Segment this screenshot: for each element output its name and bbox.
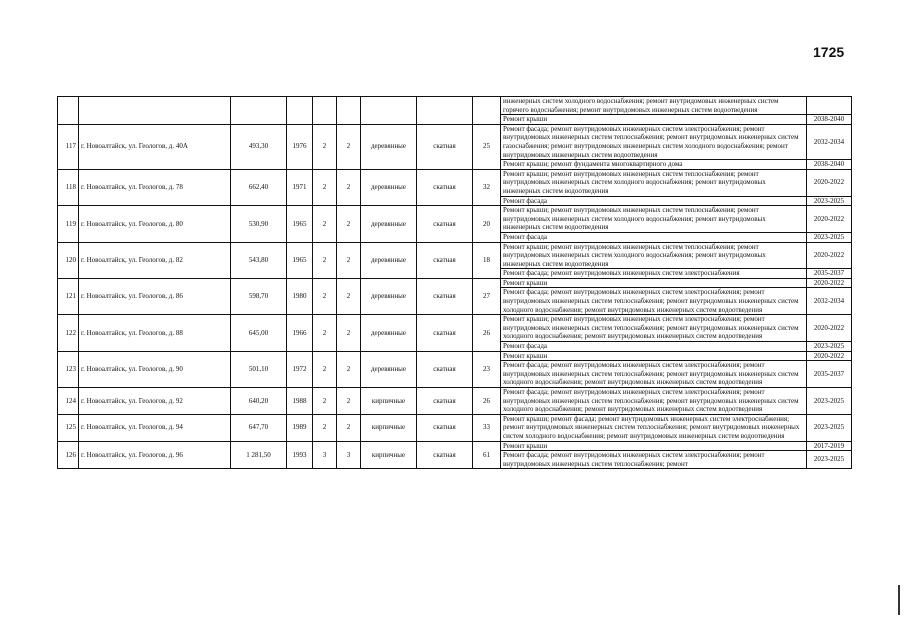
apartments-cell: 61 — [473, 441, 501, 469]
repair-works-cell: инженерных систем холодного водоснабжения; ремонт внутридомовых инженерных систем горячего водоснабжения; ремонт внутридомовых инженерных систем водоотведения — [501, 97, 807, 115]
address-cell: г. Новоалтайск, ул. Геологов, д. 94 — [79, 414, 231, 441]
apartments-cell: 32 — [473, 169, 501, 205]
roof-type-cell: скатная — [417, 278, 473, 314]
repair-works-cell: Ремонт фасада — [501, 196, 807, 206]
row-number-cell: 118 — [58, 169, 79, 205]
floors-cell: 2 — [313, 414, 337, 441]
repair-works-cell: Ремонт крыши; ремонт внутридомовых инженерных систем электроснабжения; ремонт внутридомовых инженерных систем теплоснабжения; ремонт внутридомовых инженерных систем холодного водоснабжения; ремонт внутридомовых инженерных систем водоотведения — [501, 315, 807, 342]
continuation-empty-cell — [79, 97, 231, 125]
row-number-cell: 121 — [58, 278, 79, 314]
floors-cell: 2 — [313, 206, 337, 242]
entrances-cell: 2 — [337, 124, 361, 169]
address-cell: г. Новоалтайск, ул. Геологов, д. 40А — [79, 124, 231, 169]
continuation-empty-cell — [313, 97, 337, 125]
build-year-cell: 1965 — [287, 206, 313, 242]
wall-material-cell: деревянные — [361, 206, 417, 242]
repair-period-cell — [807, 97, 852, 115]
row-number-cell: 123 — [58, 351, 79, 387]
row-number-cell: 125 — [58, 414, 79, 441]
entrances-cell: 2 — [337, 388, 361, 415]
repair-works-cell: Ремонт фасада — [501, 342, 807, 352]
table-row — [58, 124, 852, 159]
roof-type-cell: скатная — [417, 206, 473, 242]
table-row — [58, 388, 852, 415]
address-cell: г. Новоалтайск, ул. Геологов, д. 80 — [79, 206, 231, 242]
repair-works-cell: Ремонт крыши — [501, 351, 807, 361]
repair-period-cell: 2023-2025 — [807, 342, 852, 352]
floors-cell: 2 — [313, 315, 337, 351]
repair-works-cell: Ремонт фасада; ремонт внутридомовых инженерных систем электроснабжения; ремонт внутридомовых инженерных систем теплоснабжения; ремонт внутридомовых инженерных систем холодного водоснабжения; ремонт внутридомовых инженерных систем водоотведения — [501, 388, 807, 415]
table-row — [58, 206, 852, 233]
entrances-cell: 2 — [337, 169, 361, 205]
continuation-empty-cell — [473, 97, 501, 125]
floors-cell: 2 — [313, 169, 337, 205]
apartments-cell: 23 — [473, 351, 501, 387]
table-row — [58, 351, 852, 361]
build-year-cell: 1972 — [287, 351, 313, 387]
build-year-cell: 1971 — [287, 169, 313, 205]
repair-period-cell: 2023-2025 — [807, 196, 852, 206]
wall-material-cell: деревянные — [361, 278, 417, 314]
total-area-cell: 501,10 — [231, 351, 287, 387]
scan-margin-mark — [898, 585, 900, 615]
roof-type-cell: скатная — [417, 315, 473, 351]
repair-works-cell: Ремонт фасада; ремонт внутридомовых инженерных систем электроснабжения; ремонт внутридомовых инженерных систем теплоснабжения; ремонт внутридомовых инженерных систем холодного водоснабжения; ремонт внутридомовых инженерных систем водоотведения — [501, 288, 807, 315]
repair-works-cell: Ремонт фасада — [501, 232, 807, 242]
row-number-cell: 126 — [58, 441, 79, 469]
total-area-cell: 1 281,50 — [231, 441, 287, 469]
build-year-cell: 1988 — [287, 388, 313, 415]
wall-material-cell: деревянные — [361, 169, 417, 205]
housing-register-table — [57, 96, 852, 469]
entrances-cell: 2 — [337, 351, 361, 387]
repair-period-cell: 2023-2025 — [807, 388, 852, 415]
roof-type-cell: скатная — [417, 124, 473, 169]
continuation-empty-cell — [337, 97, 361, 125]
repair-period-cell: 2038-2040 — [807, 115, 852, 125]
floors-cell: 2 — [313, 242, 337, 278]
address-cell: г. Новоалтайск, ул. Геологов, д. 90 — [79, 351, 231, 387]
repair-works-cell: Ремонт крыши; ремонт внутридомовых инженерных систем теплоснабжения; ремонт внутридомовых инженерных систем холодного водоснабжения; ремонт внутридомовых инженерных систем водоотведения — [501, 169, 807, 196]
repair-period-cell: 2023-2025 — [807, 451, 852, 469]
roof-type-cell: скатная — [417, 441, 473, 469]
roof-type-cell: скатная — [417, 351, 473, 387]
repair-period-cell: 2020-2022 — [807, 351, 852, 361]
repair-period-cell: 2020-2022 — [807, 278, 852, 288]
repair-period-cell: 2023-2025 — [807, 232, 852, 242]
address-cell: г. Новоалтайск, ул. Геологов, д. 88 — [79, 315, 231, 351]
build-year-cell: 1966 — [287, 315, 313, 351]
continuation-empty-cell — [287, 97, 313, 125]
repair-period-cell: 2032-2034 — [807, 124, 852, 159]
roof-type-cell: скатная — [417, 414, 473, 441]
table-row — [58, 414, 852, 441]
floors-cell: 2 — [313, 388, 337, 415]
floors-cell: 2 — [313, 351, 337, 387]
row-number-cell: 120 — [58, 242, 79, 278]
continuation-row — [58, 97, 852, 115]
repair-works-cell: Ремонт крыши; ремонт внутридомовых инженерных систем теплоснабжения; ремонт внутридомовых инженерных систем холодного водоснабжения; ремонт внутридомовых инженерных систем водоотведения — [501, 242, 807, 269]
roof-type-cell: скатная — [417, 169, 473, 205]
entrances-cell: 3 — [337, 441, 361, 469]
apartments-cell: 26 — [473, 388, 501, 415]
wall-material-cell: деревянные — [361, 124, 417, 169]
repair-works-cell: Ремонт крыши; ремонт фасада; ремонт внутридомовых инженерных систем электроснабжения; ремонт внутридомовых инженерных систем теплоснабжения; ремонт внутридомовых инженерных систем холодного водоснабжения; ремонт внутридомовых инженерных систем водоотведения — [501, 414, 807, 441]
table-row — [58, 278, 852, 288]
repair-works-cell: Ремонт крыши; ремонт внутридомовых инженерных систем теплоснабжения; ремонт внутридомовых инженерных систем холодного водоснабжения; ремонт внутридомовых инженерных систем водоотведения — [501, 206, 807, 233]
apartments-cell: 27 — [473, 278, 501, 314]
apartments-cell: 33 — [473, 414, 501, 441]
entrances-cell: 2 — [337, 278, 361, 314]
address-cell: г. Новоалтайск, ул. Геологов, д. 78 — [79, 169, 231, 205]
wall-material-cell: деревянные — [361, 315, 417, 351]
total-area-cell: 530,90 — [231, 206, 287, 242]
row-number-cell: 122 — [58, 315, 79, 351]
total-area-cell: 640,20 — [231, 388, 287, 415]
repair-works-cell: Ремонт фасада; ремонт внутридомовых инженерных систем электроснабжения; ремонт внутридомовых инженерных систем теплоснабжения; ремонт внутридомовых инженерных систем холодного водоснабжения; ремонт внутридомовых инженерных систем водоотведения — [501, 361, 807, 388]
apartments-cell: 18 — [473, 242, 501, 278]
repair-works-cell: Ремонт крыши; ремонт фундамента многоквартирного дома — [501, 160, 807, 170]
entrances-cell: 2 — [337, 242, 361, 278]
apartments-cell: 20 — [473, 206, 501, 242]
repair-period-cell: 2038-2040 — [807, 160, 852, 170]
total-area-cell: 645,00 — [231, 315, 287, 351]
repair-period-cell: 2023-2025 — [807, 414, 852, 441]
total-area-cell: 598,70 — [231, 278, 287, 314]
apartments-cell: 25 — [473, 124, 501, 169]
repair-period-cell: 2035-2037 — [807, 269, 852, 279]
repair-works-cell: Ремонт крыши — [501, 115, 807, 125]
repair-works-cell: Ремонт фасада; ремонт внутридомовых инженерных систем электроснабжения — [501, 269, 807, 279]
continuation-empty-cell — [231, 97, 287, 125]
table-body — [58, 97, 852, 469]
address-cell: г. Новоалтайск, ул. Геологов, д. 82 — [79, 242, 231, 278]
continuation-empty-cell — [58, 97, 79, 125]
address-cell: г. Новоалтайск, ул. Геологов, д. 92 — [79, 388, 231, 415]
total-area-cell: 647,70 — [231, 414, 287, 441]
wall-material-cell: кирпичные — [361, 441, 417, 469]
floors-cell: 2 — [313, 278, 337, 314]
repair-period-cell: 2032-2034 — [807, 288, 852, 315]
entrances-cell: 2 — [337, 315, 361, 351]
wall-material-cell: кирпичные — [361, 414, 417, 441]
page-number: 1725 — [813, 44, 845, 60]
build-year-cell: 1976 — [287, 124, 313, 169]
apartments-cell: 26 — [473, 315, 501, 351]
continuation-empty-cell — [361, 97, 417, 125]
continuation-empty-cell — [417, 97, 473, 125]
row-number-cell: 124 — [58, 388, 79, 415]
repair-period-cell: 2035-2037 — [807, 361, 852, 388]
roof-type-cell: скатная — [417, 388, 473, 415]
build-year-cell: 1980 — [287, 278, 313, 314]
table-row — [58, 441, 852, 451]
repair-works-cell: Ремонт фасада; ремонт внутридомовых инженерных систем электроснабжения; ремонт внутридомовых инженерных систем теплоснабжения; ремонт внутридомовых инженерных систем газоснабжения; ремонт внутридомовых инженерных систем холодного водоснабжения; ремонт внутридомовых инженерных систем водоотведения — [501, 124, 807, 159]
table-row — [58, 242, 852, 269]
table-row — [58, 169, 852, 196]
total-area-cell: 543,80 — [231, 242, 287, 278]
wall-material-cell: деревянные — [361, 351, 417, 387]
table-row — [58, 315, 852, 342]
address-cell: г. Новоалтайск, ул. Геологов, д. 86 — [79, 278, 231, 314]
row-number-cell: 117 — [58, 124, 79, 169]
repair-works-cell: Ремонт фасада; ремонт внутридомовых инженерных систем электроснабжения; ремонт внутридомовых инженерных систем теплоснабжения; ремонт — [501, 451, 807, 469]
row-number-cell: 119 — [58, 206, 79, 242]
total-area-cell: 493,30 — [231, 124, 287, 169]
wall-material-cell: кирпичные — [361, 388, 417, 415]
repair-period-cell: 2020-2022 — [807, 315, 852, 342]
total-area-cell: 662,40 — [231, 169, 287, 205]
address-cell: г. Новоалтайск, ул. Геологов, д. 96 — [79, 441, 231, 469]
entrances-cell: 2 — [337, 206, 361, 242]
roof-type-cell: скатная — [417, 242, 473, 278]
repair-period-cell: 2020-2022 — [807, 169, 852, 196]
repair-period-cell: 2020-2022 — [807, 242, 852, 269]
build-year-cell: 1989 — [287, 414, 313, 441]
repair-works-cell: Ремонт крыши — [501, 441, 807, 451]
repair-works-cell: Ремонт крыши — [501, 278, 807, 288]
entrances-cell: 2 — [337, 414, 361, 441]
build-year-cell: 1965 — [287, 242, 313, 278]
wall-material-cell: деревянные — [361, 242, 417, 278]
repair-period-cell: 2017-2019 — [807, 441, 852, 451]
floors-cell: 2 — [313, 124, 337, 169]
repair-period-cell: 2020-2022 — [807, 206, 852, 233]
floors-cell: 3 — [313, 441, 337, 469]
build-year-cell: 1993 — [287, 441, 313, 469]
